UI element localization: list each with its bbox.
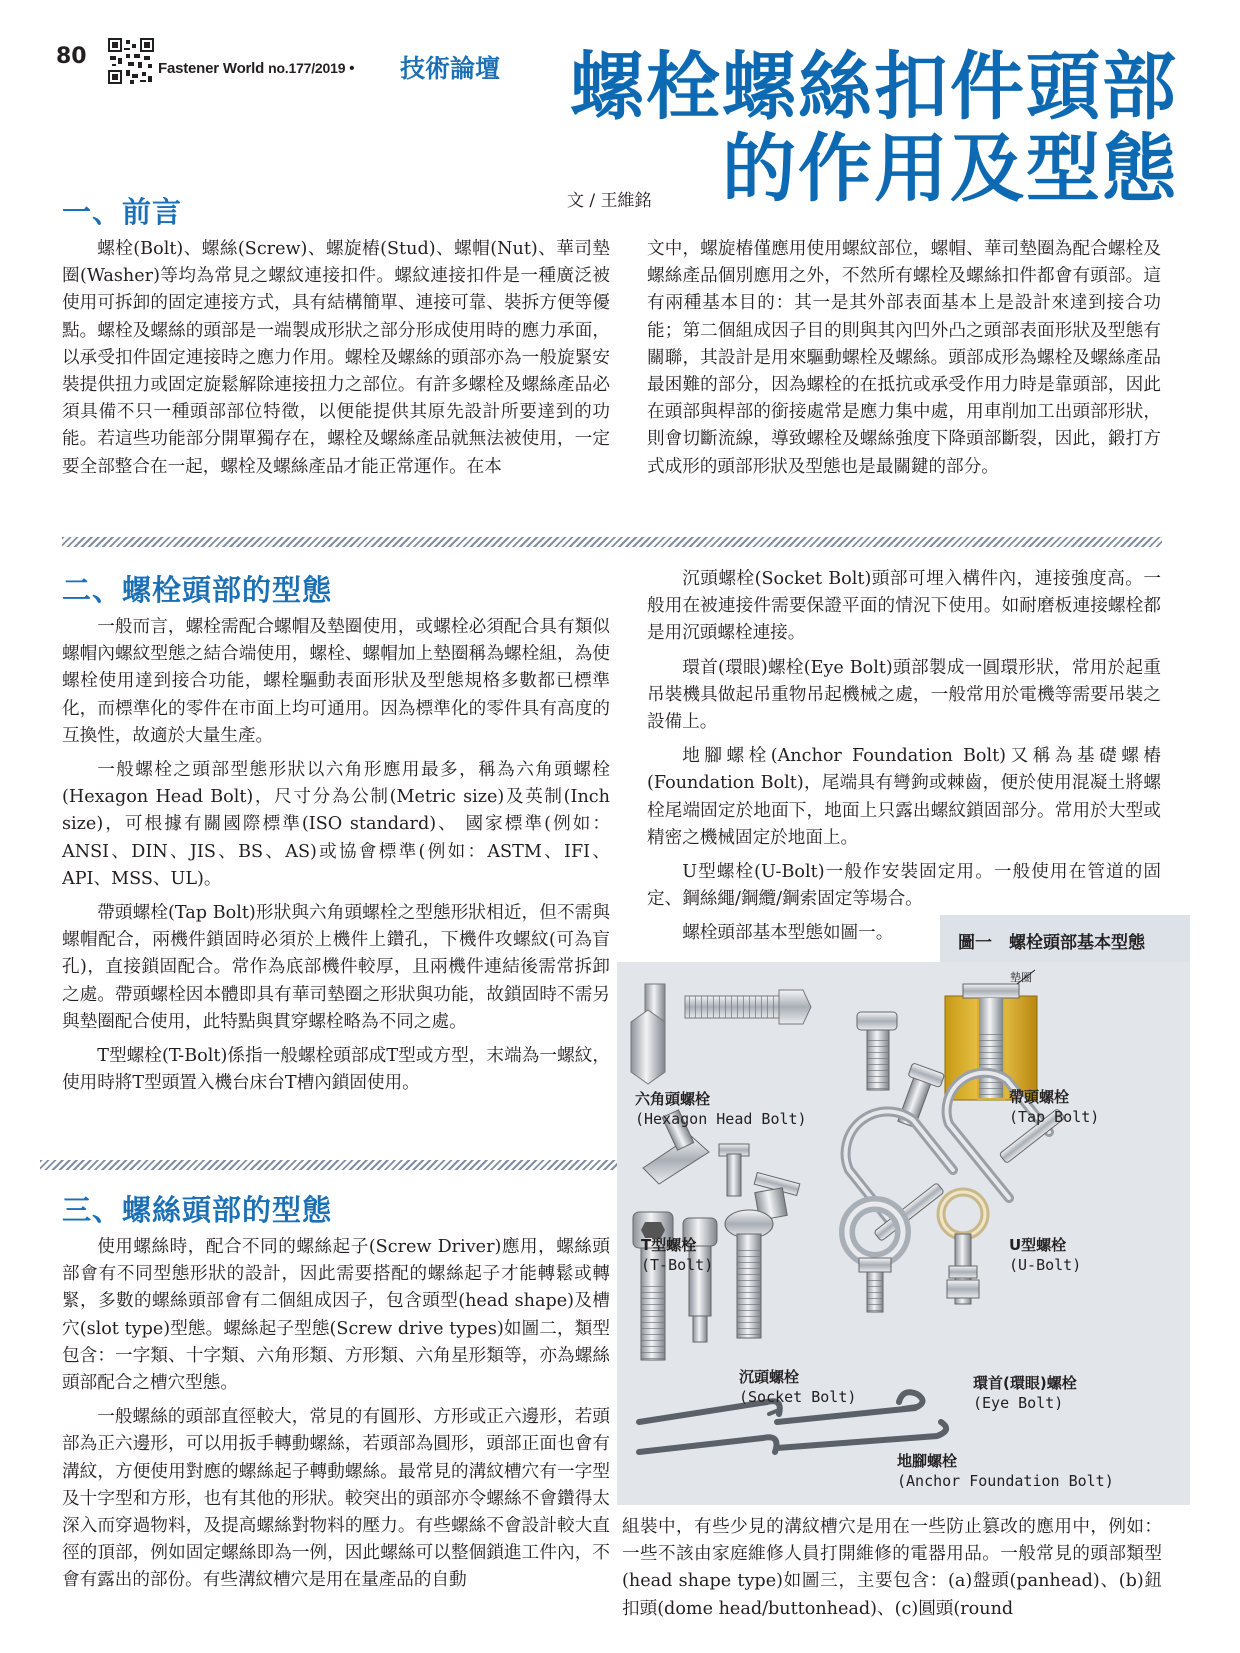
label-en: (Socket Bolt) <box>739 1388 857 1406</box>
label-u-bolt <box>1009 1234 1081 1275</box>
section-tag: 技術論壇 <box>400 54 501 83</box>
paragraph: 一般螺栓之頭部型態形狀以六角形應用最多，稱為六角頭螺栓(Hexagon Head Bolt)，尺寸分為公制(Metric size)及英制(Inch size)，可根據有關國際標準(ISO standard)、 國家標準(例如：ANSI、DIN、JIS、BS、AS)或協會標準(例如：ASTM、IFI、API、MSS、UL)。 <box>62 760 610 889</box>
paragraph: 文中，螺旋樁僅應用使用螺紋部位，螺帽、華司墊圈為配合螺栓及螺絲產品個別應用之外，不然所有螺栓及螺絲扣件都會有頭部。這有兩種基本目的：其一是其外部表面基本上是設計來達到接合功能；第二個組成因子目的則與其內凹外凸之頭部表面形狀及型態有關聯，其設計是用來驅動螺栓及螺絲。頭部成形為螺栓及螺絲產品最困難的部分，因為螺栓的在抵抗或承受作用力時是靠頭部，因此在頭部與桿部的銜接處常是應力集中處，用車削加工出頭部形狀，則會切斷流線，導致螺栓及螺絲強度下降頭部斷裂，因此，鍛打方式成形的頭部形狀及型態也是最關鍵的部分。 <box>647 239 1161 477</box>
section-divider <box>40 1160 618 1170</box>
page-number: 80 <box>56 44 87 69</box>
magazine-name <box>158 60 354 77</box>
bolt-heads-left-column <box>62 614 610 1104</box>
section-heading-screw-heads: 三、螺絲頭部的型態 <box>62 1193 333 1227</box>
section-divider <box>62 537 1162 547</box>
hexagon-bolt-image <box>631 984 811 1084</box>
section-heading-intro: 一、前言 <box>62 195 183 229</box>
label-socket-bolt <box>739 1366 856 1407</box>
paragraph: 環首(環眼)螺栓(Eye Bolt)頭部製成一圓環形狀，常用於起重吊裝機具做起吊重物吊起機械之處，一般常用於電機等需要吊裝之設備上。 <box>647 657 1161 733</box>
label-en: (U-Bolt) <box>1009 1256 1082 1274</box>
paragraph: 螺栓(Bolt)、螺絲(Screw)、螺旋樁(Stud)、螺帽(Nut)、華司墊圈(Washer)等均為常見之螺紋連接扣件。螺紋連接扣件是一種廣泛被使用可拆卸的固定連接方式，具有結構簡單、連接可靠、裝拆方便等優點。螺栓及螺絲的頭部是一端製成形狀之部分形成使用時的應力承面，以承受扣件固定連接時之應力作用。螺栓及螺絲的頭部亦為一般旋緊安裝提供扭力或固定旋鬆解除連接扭力之部位。有許多螺栓及螺絲產品必須具備不只一種頭部部位特徵，以便能提供其原先設計所要達到的功能。若這些功能部分開單獨存在，螺栓及螺絲產品就無法被使用，一定要全部整合在一起，螺栓及螺絲產品才能正常運作。在本 <box>62 239 610 477</box>
paragraph: U型螺栓(U-Bolt)一般作安裝固定用。一般使用在管道的固定、鋼絲繩/鋼纜/鋼索固定等場合。 <box>647 862 1161 910</box>
paragraph: 螺栓頭部基本型態如圖一。 <box>682 923 894 944</box>
label-tap-bolt <box>1009 1086 1099 1127</box>
paragraph: 一般而言，螺栓需配合螺帽及墊圈使用，或螺栓必須配合具有類似螺帽內螺紋型態之結合端使用，螺栓、螺帽加上墊圈稱為螺栓組，為使螺栓使用達到接合功能，螺栓驅動表面形狀及型態規格多數都已標準化，而標準化的零件在市面上均可通用。因為標準化的零件具有高度的互換性，故適於大量生產。 <box>62 617 610 746</box>
label-en: (Anchor Foundation Bolt) <box>897 1472 1114 1490</box>
section-heading-bolt-heads: 二、螺栓頭部的型態 <box>62 573 333 607</box>
label-zh: 帶頭螺栓 <box>1009 1088 1070 1106</box>
figure-bolt-heads <box>617 962 1190 1505</box>
label-washer <box>1010 966 1032 986</box>
paragraph: 組裝中，有些少見的溝紋槽穴是用在一些防止篡改的應用中，例如：一些不該由家庭維修人員打開維修的電器用品。一般常見的頭部類型(head shape type)如圖三，主要包含：(a)盤頭(panhead)、(b)鈕扣頭(dome head/buttonhead)、(c)圓頭(round <box>622 1517 1162 1619</box>
paragraph: 帶頭螺栓(Tap Bolt)形狀與六角頭螺栓之型態形狀相近，但不需與螺帽配合，兩機件鎖固時必須於上機件上鑽孔，下機件攻螺紋(可為盲孔)，直接鎖固配合。常作為底部機件較厚，且兩機件連結後需常拆卸之處。帶頭螺栓因本體即具有華司墊圈之形狀與功能，故鎖固時不需另與墊圈配合使用，此特點與貫穿螺栓略為不同之處。 <box>62 903 610 1032</box>
bolt-heads-right-column <box>647 566 1161 955</box>
screw-heads-left-column <box>62 1234 610 1602</box>
intro-left-column <box>62 236 610 488</box>
article-title-line1: 螺栓螺絲扣件頭部 <box>570 44 1178 130</box>
label-zh: 六角頭螺栓 <box>635 1090 711 1108</box>
socket-bolt-image <box>633 1210 773 1360</box>
label-en: (Tap Bolt) <box>1009 1108 1100 1126</box>
label-t-bolt <box>641 1234 713 1275</box>
issue-number: no.177/2019 <box>268 60 346 76</box>
label-eye-bolt <box>973 1372 1077 1413</box>
paragraph: 一般螺絲的頭部直徑較大，常見的有圓形、方形或正六邊形，若頭部為正六邊形，可以用扳手轉動螺絲，若頭部為圓形，頭部正面也會有溝紋，方便使用對應的螺絲起子轉動螺絲。最常見的溝紋槽穴有一字型及十字型和方形，也有其他的形狀。較突出的頭部亦令螺絲不會鑽得太深入而穿過物料，及提高螺絲對物料的壓力。有些螺絲不會設計較大直徑的頂部，例如固定螺絲即為一例，因此螺絲可以整個鎖進工件內，不會有露出的部份。有些溝紋槽穴是用在量產品的自動 <box>62 1407 610 1591</box>
label-hexagon-head-bolt <box>635 1088 807 1129</box>
author-byline: 文 / 王維銘 <box>567 191 652 211</box>
label-en: (Eye Bolt) <box>973 1394 1064 1412</box>
qr-code-icon <box>108 38 154 84</box>
magazine-title: Fastener World <box>158 60 265 77</box>
paragraph: 使用螺絲時，配合不同的螺絲起子(Screw Driver)應用，螺絲頭部會有不同型態形狀的設計，因此需要搭配的螺絲起子才能轉鬆或轉緊，多數的螺絲頭部會有二個組成因子，包含頭型(head shape)及槽穴(slot type)型態。螺絲起子型態(Screw drive types)如圖二，類型包含：一字類、十字類、六角形類、方形類、六角星形類等，亦為螺絲頭部配合之槽穴型態。 <box>62 1237 610 1394</box>
label-anchor-foundation-bolt <box>897 1450 1114 1491</box>
label-zh: 地腳螺栓 <box>897 1452 958 1470</box>
screw-heads-right-column <box>622 1514 1162 1630</box>
label-zh: U型螺栓 <box>1009 1236 1067 1254</box>
bullet: • <box>349 60 355 77</box>
paragraph: 地腳螺栓(Anchor Foundation Bolt)又稱為基礎螺樁(Foundation Bolt)，尾端具有彎鉤或棘齒，便於使用混凝土將螺栓尾端固定於地面下，地面上只露出螺紋鎖固部分。常用於大型或精密之機械固定於地面上。 <box>647 746 1161 848</box>
label-zh: 環首(環眼)螺栓 <box>973 1374 1077 1392</box>
paragraph: T型螺栓(T-Bolt)係指一般螺栓頭部成T型或方型，末端為一螺紋，使用時將T型頭置入機台床台T槽內鎖固使用。 <box>62 1046 610 1094</box>
label-en: (T-Bolt) <box>641 1256 714 1274</box>
article-title-line2: 的作用及型態 <box>722 126 1178 212</box>
paragraph: 沉頭螺栓(Socket Bolt)頭部可埋入構件內，連接強度高。一般用在被連接件需要保證平面的情況下使用。如耐磨板連接螺栓都是用沉頭螺栓連接。 <box>647 569 1161 644</box>
figure-caption: 圖一 螺栓頭部基本型態 <box>958 933 1145 953</box>
label-en: (Hexagon Head Bolt) <box>635 1110 807 1128</box>
label-zh: 沉頭螺栓 <box>739 1368 800 1386</box>
intro-right-column <box>647 236 1161 488</box>
label-zh: T型螺栓 <box>641 1236 697 1254</box>
washer-label: 墊圈 <box>1010 971 1032 984</box>
